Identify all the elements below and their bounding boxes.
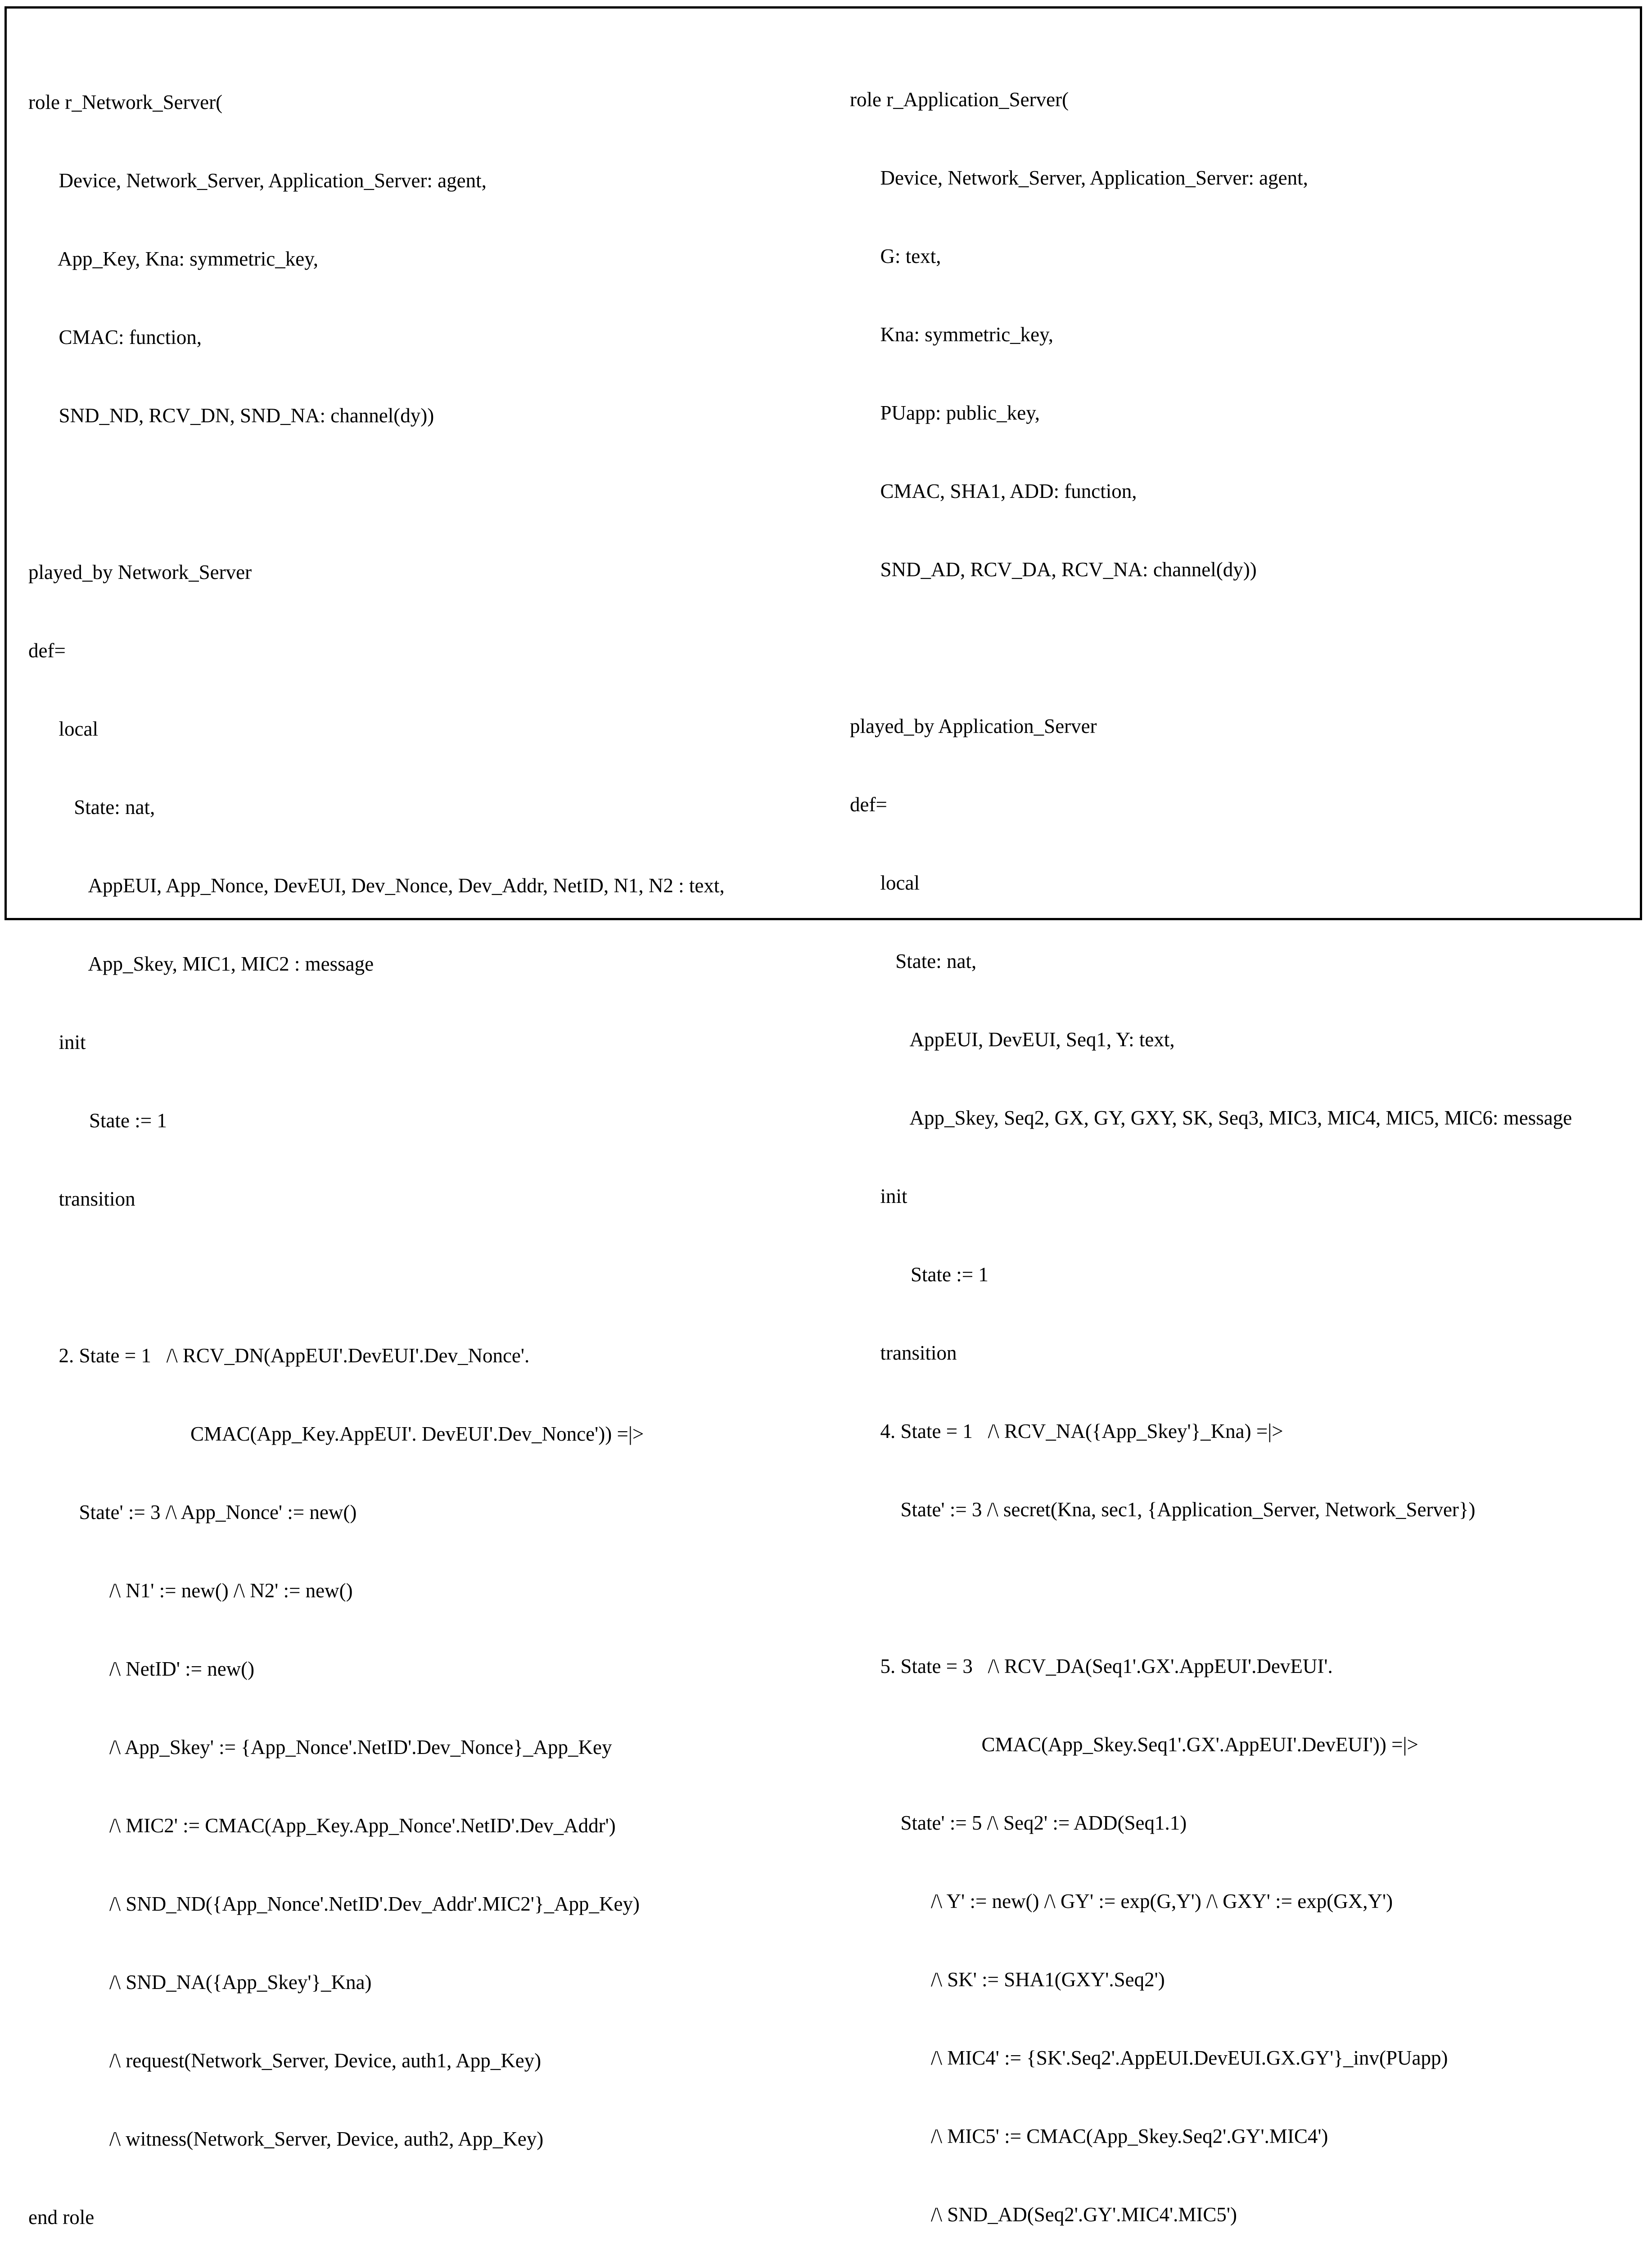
code-line: AppEUI, App_Nonce, DevEUI, Dev_Nonce, Dev_Addr, NetID, N1, N2 : text, [28, 874, 725, 897]
code-line: App_Key, Kna: symmetric_key, [28, 248, 319, 270]
code-line: role r_Application_Server( [850, 88, 1069, 111]
code-line: App_Skey, Seq2, GX, GY, GXY, SK, Seq3, MIC3, MIC4, MIC5, MIC6: message [850, 1107, 1572, 1129]
code-line: init [850, 1185, 907, 1207]
code-line: def= [28, 639, 66, 662]
code-line: /\ N1' := new() /\ N2' := new() [28, 1579, 353, 1602]
code-line: State := 1 [28, 1109, 167, 1132]
code-line [850, 1575, 1572, 1601]
code-line: State := 1 [850, 1263, 988, 1286]
code-line [28, 1264, 725, 1290]
code-line: Device, Network_Server, Application_Server: agent, [850, 167, 1308, 189]
code-line: CMAC(App_Skey.Seq1'.GX'.AppEUI'.DevEUI')) =|> [850, 1733, 1418, 1756]
code-line: local [28, 718, 98, 740]
code-line: /\ request(Network_Server, Device, auth1, App_Key) [28, 2049, 542, 2072]
code-line: CMAC(App_Key.AppEUI'. DevEUI'.Dev_Nonce')) =|> [28, 1423, 644, 1445]
code-line: played_by Application_Server [850, 715, 1097, 737]
code-line: State: nat, [28, 796, 155, 818]
code-line: role r_Network_Server( [28, 91, 223, 113]
code-line: Device, Network_Server, Application_Server: agent, [28, 169, 487, 192]
figure-frame [5, 6, 1642, 2228]
code-line: /\ NetID' := new() [28, 1658, 255, 1680]
code-line: State' := 3 /\ secret(Kna, sec1, {Application_Server, Network_Server}) [850, 1498, 1476, 1521]
code-line: CMAC, SHA1, ADD: function, [850, 480, 1137, 502]
code-line: Kna: symmetric_key, [850, 323, 1053, 346]
code-line: transition [850, 1342, 957, 1364]
code-line: local [850, 872, 920, 894]
code-line: State' := 5 /\ Seq2' := ADD(Seq1.1) [850, 1812, 1187, 1834]
network-server-role-code [28, 37, 725, 2251]
code-line: 4. State = 1 /\ RCV_NA({App_Skey'}_Kna) =|> [850, 1420, 1283, 1442]
code-line: SND_AD, RCV_DA, RCV_NA: channel(dy)) [850, 558, 1257, 581]
code-line: State: nat, [850, 950, 977, 972]
code-line [28, 481, 725, 507]
code-line: App_Skey, MIC1, MIC2 : message [28, 953, 374, 975]
code-line: /\ witness(Network_Server, Device, auth2, App_Key) [28, 2128, 544, 2150]
application-server-role-code [850, 34, 1572, 2251]
code-line: /\ MIC5' := CMAC(App_Skey.Seq2'.GY'.MIC4') [850, 2125, 1328, 2147]
code-line: transition [28, 1188, 135, 1210]
code-line: CMAC: function, [28, 326, 202, 348]
code-line [850, 635, 1572, 661]
code-line: /\ Y' := new() /\ GY' := exp(G,Y') /\ GXY' := exp(GX,Y') [850, 1890, 1393, 1912]
code-line: G: text, [850, 245, 941, 267]
code-line: end role [28, 2206, 95, 2228]
code-line: SND_ND, RCV_DN, SND_NA: channel(dy)) [28, 404, 434, 427]
code-line: PUapp: public_key, [850, 402, 1040, 424]
code-line: played_by Network_Server [28, 561, 252, 583]
code-line: /\ SND_ND({App_Nonce'.NetID'.Dev_Addr'.MIC2'}_App_Key) [28, 1893, 640, 1915]
code-line: /\ App_Skey' := {App_Nonce'.NetID'.Dev_Nonce}_App_Key [28, 1736, 612, 1758]
code-line: /\ SND_AD(Seq2'.GY'.MIC4'.MIC5') [850, 2203, 1237, 2226]
code-line: /\ SND_NA({App_Skey'}_Kna) [28, 1971, 372, 1993]
code-line: def= [850, 793, 887, 816]
code-line: init [28, 1031, 86, 1053]
code-line: /\ MIC2' := CMAC(App_Key.App_Nonce'.NetID'.Dev_Addr') [28, 1814, 616, 1837]
code-line: /\ SK' := SHA1(GXY'.Seq2') [850, 1968, 1165, 1991]
code-line: State' := 3 /\ App_Nonce' := new() [28, 1501, 357, 1523]
code-line: 2. State = 1 /\ RCV_DN(AppEUI'.DevEUI'.Dev_Nonce'. [28, 1344, 530, 1367]
code-line: 5. State = 3 /\ RCV_DA(Seq1'.GX'.AppEUI'.DevEUI'. [850, 1655, 1333, 1677]
code-line: AppEUI, DevEUI, Seq1, Y: text, [850, 1028, 1175, 1051]
code-line: /\ MIC4' := {SK'.Seq2'.AppEUI.DevEUI.GX.GY'}_inv(PUapp) [850, 2047, 1448, 2069]
